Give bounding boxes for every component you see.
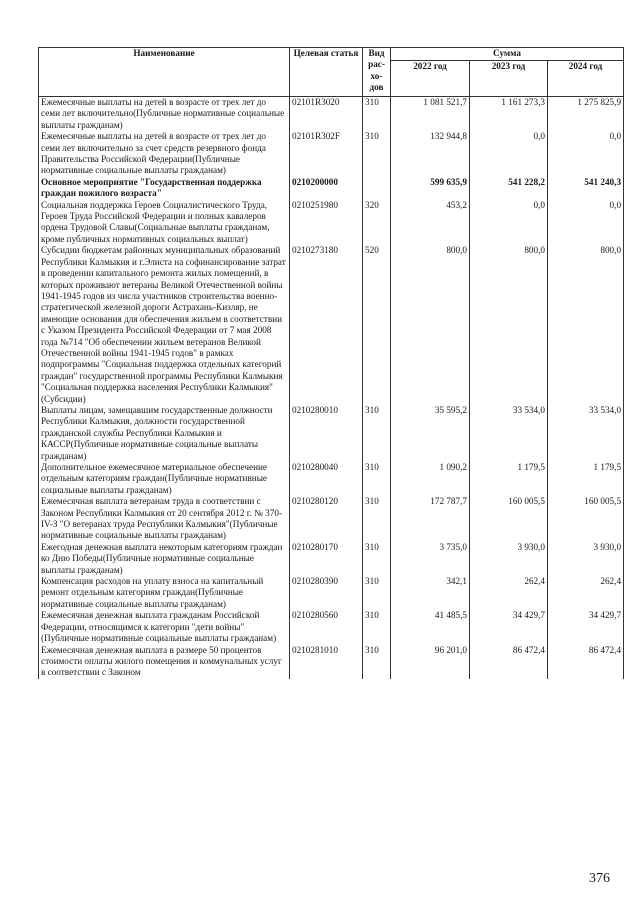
row-sum-2022: 96 201,0 [391,645,470,679]
header-expense-type: Вид рас-хо-дов [363,48,391,97]
row-name: Основное мероприятие "Государственная поддержка граждан пожилого возраста" [39,177,290,200]
row-sum-2022: 1 081 521,7 [391,97,470,132]
row-sum-2023: 800,0 [470,245,548,405]
page-number: 376 [589,871,610,886]
row-sum-2024: 160 005,5 [548,496,624,542]
row-sum-2024: 33 534,0 [548,405,624,462]
row-sum-2022: 172 787,7 [391,496,470,542]
row-name: Выплаты лицам, замещавшим государственные должности Республики Калмыкия, должности государственной гражданской службы Республики Калмыкия и КАССР(Публичные нормативные социальные выплаты гражданам) [39,405,290,462]
row-sum-2024: 0,0 [548,200,624,246]
table-row [39,131,624,177]
table-row [39,177,624,200]
table-row [39,610,624,644]
row-sum-2022: 599 635,9 [391,177,470,200]
row-sum-2023: 3 930,0 [470,542,548,576]
row-expense-type: 310 [363,645,391,679]
row-name: Дополнительное ежемесячное материальное обеспечение отдельным категориям граждан(Публичные нормативные социальные выплаты гражданам) [39,462,290,496]
table-row [39,200,624,246]
table-row [39,576,624,610]
row-name: Компенсация расходов на уплату взноса на капитальный ремонт отдельным категориям граждан(Публичные нормативные социальные выплаты гражданам) [39,576,290,610]
row-sum-2022: 1 090,2 [391,462,470,496]
row-name: Ежемесячные выплаты на детей в возрасте от трех лет до семи лет включительно(Публичные нормативные социальные выплаты гражданам) [39,97,290,132]
table-row [39,97,624,132]
table-row [39,405,624,462]
row-sum-2023: 0,0 [470,200,548,246]
row-expense-type: 310 [363,496,391,542]
row-target-article: 0210280170 [290,542,363,576]
row-sum-2022: 132 944,8 [391,131,470,177]
table-row [39,462,624,496]
row-sum-2024: 3 930,0 [548,542,624,576]
row-sum-2024: 800,0 [548,245,624,405]
row-sum-2023: 262,4 [470,576,548,610]
row-target-article: 0210280560 [290,610,363,644]
row-sum-2023: 1 179,5 [470,462,548,496]
header-year-2022: 2022 год [391,61,470,97]
row-sum-2022: 35 595,2 [391,405,470,462]
row-sum-2023: 34 429,7 [470,610,548,644]
row-sum-2023: 160 005,5 [470,496,548,542]
row-sum-2024: 86 472,4 [548,645,624,679]
row-expense-type: 310 [363,576,391,610]
table-row [39,542,624,576]
row-target-article: 0210200000 [290,177,363,200]
row-target-article: 0210280120 [290,496,363,542]
table-row [39,245,624,405]
row-sum-2024: 1 179,5 [548,462,624,496]
row-expense-type: 310 [363,610,391,644]
row-sum-2023: 33 534,0 [470,405,548,462]
row-expense-type: 320 [363,200,391,246]
row-name: Ежемесячная выплата ветеранам труда в соответствии с Законом Республики Калмыкия от 20 сентября 2012 г. № 370-IV-З "О ветеранах труда Республики Калмыкия"(Публичные нормативные социальные выплаты гражданам) [39,496,290,542]
row-sum-2022: 41 485,5 [391,610,470,644]
row-sum-2024: 262,4 [548,576,624,610]
row-target-article: 02101R302F [290,131,363,177]
row-sum-2022: 800,0 [391,245,470,405]
row-target-article: 0210280040 [290,462,363,496]
row-target-article: 0210273180 [290,245,363,405]
row-expense-type: 310 [363,405,391,462]
row-sum-2023: 541 228,2 [470,177,548,200]
header-year-2023: 2023 год [470,61,548,97]
row-sum-2023: 1 161 273,3 [470,97,548,132]
table-body [39,97,624,679]
row-expense-type: 310 [363,131,391,177]
row-name: Ежемесячные выплаты на детей в возрасте от трех лет до семи лет включительно за счет средств резервного фонда Правительства Российской Федерации(Публичные нормативные социальные выплаты гражданам) [39,131,290,177]
row-sum-2022: 453,2 [391,200,470,246]
row-sum-2024: 541 240,3 [548,177,624,200]
header-target-article: Целевая статья [290,48,363,97]
budget-table [38,47,624,679]
row-sum-2022: 342,1 [391,576,470,610]
header-name: Наименование [39,48,290,97]
row-target-article: 02101R3020 [290,97,363,132]
row-target-article: 0210281010 [290,645,363,679]
row-name: Субсидии бюджетам районных муниципальных образований Республики Калмыкия и г.Элиста на софинансирование затрат в проведении капитального ремонта жилых помещений, в которых проживают ветераны Великой Отечественной войны 1941-1945 годов из числа участников строительства военно-стратегической железной дороги Астрахань-Кизляр, не имеющие основания для обеспечения жильем в соответствии с Указом Президента Российской Федерации от 7 мая 2008 года №714 "Об обеспечении жильем ветеранов Великой Отечественной войны 1941-1945 годов" в рамках подпрограммы "Социальная поддержка отдельных категорий граждан" государственной программы Республики Калмыкия "Социальная поддержка населения Республики Калмыкия"(Субсидии) [39,245,290,405]
row-sum-2022: 3 735,0 [391,542,470,576]
row-sum-2024: 1 275 825,9 [548,97,624,132]
row-expense-type: 310 [363,462,391,496]
row-sum-2023: 86 472,4 [470,645,548,679]
row-name: Социальная поддержка Героев Социалистического Труда, Героев Труда Российской Федерации и полных кавалеров ордена Трудовой Славы(Социальные выплаты гражданам, кроме публичных нормативных социальных выплат) [39,200,290,246]
row-target-article: 0210280390 [290,576,363,610]
header-sum: Сумма [391,48,624,61]
table-row [39,496,624,542]
header-year-2024: 2024 год [548,61,624,97]
row-expense-type [363,177,391,200]
table-row [39,645,624,679]
row-name: Ежемесячная денежная выплата в размере 50 процентов стоимости оплаты жилого помещения и коммунальных услуг в соответствии с Законом [39,645,290,679]
row-sum-2024: 0,0 [548,131,624,177]
row-target-article: 0210251980 [290,200,363,246]
row-sum-2024: 34 429,7 [548,610,624,644]
row-sum-2023: 0,0 [470,131,548,177]
row-expense-type: 310 [363,542,391,576]
row-expense-type: 520 [363,245,391,405]
row-name: Ежегодная денежная выплата некоторым категориям граждан ко Дню Победы(Публичные нормативные социальные выплаты гражданам) [39,542,290,576]
row-target-article: 0210280010 [290,405,363,462]
row-expense-type: 310 [363,97,391,132]
row-name: Ежемесячная денежная выплата гражданам Российской Федерации, относящимся к категории "дети войны"(Публичные нормативные социальные выплаты гражданам) [39,610,290,644]
